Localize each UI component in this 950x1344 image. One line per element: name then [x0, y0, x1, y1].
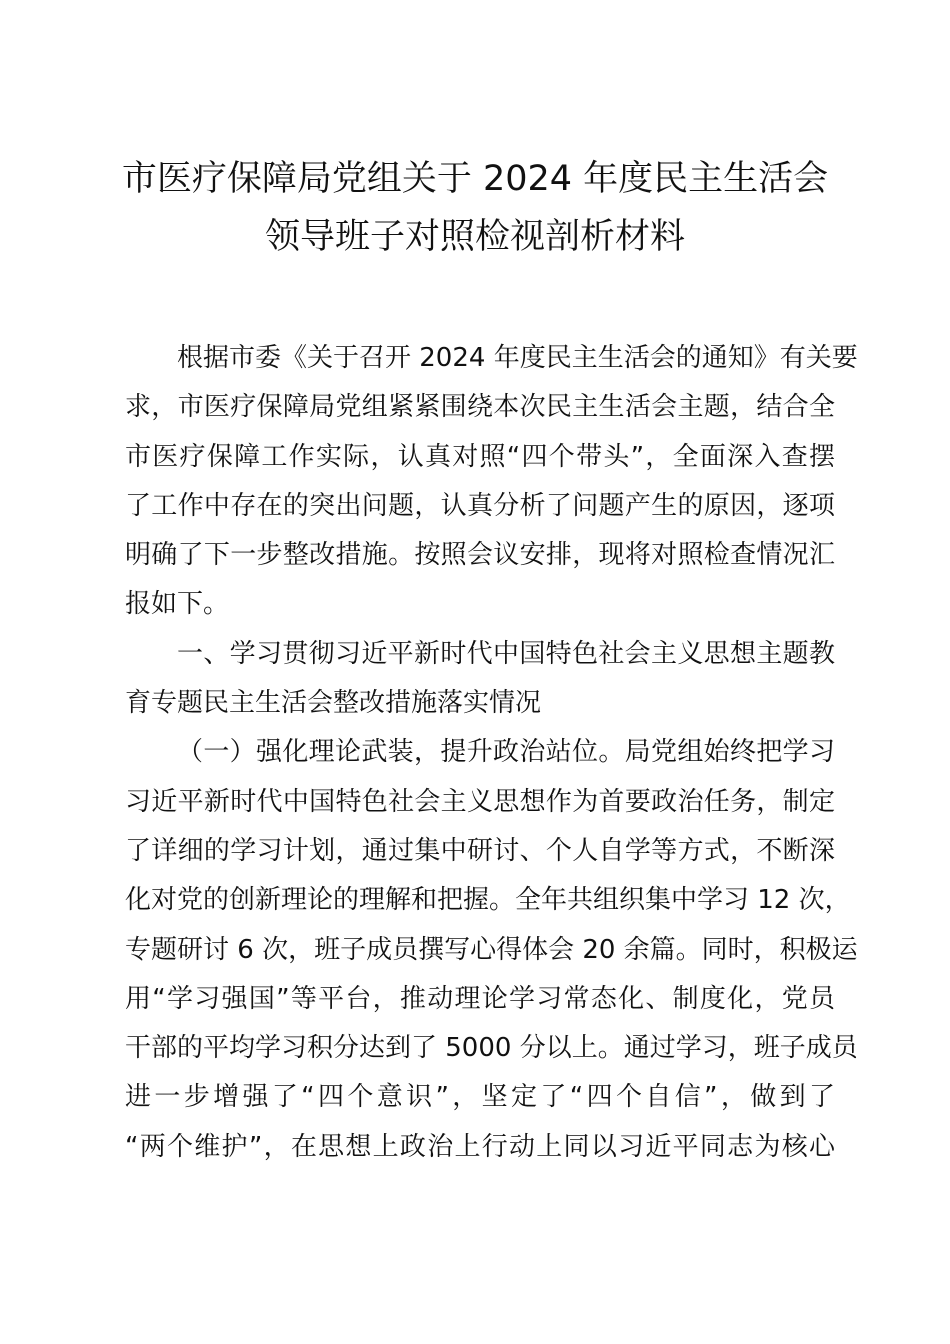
paragraph-intro-line: 求，市医疗保障局党组紧紧围绕本次民主生活会主题，结合全 — [125, 392, 835, 423]
paragraph-line: 专题研讨 6 次，班子成员撰写心得体会 20 余篇。同时，积极运 — [125, 934, 858, 965]
title-line-1: 市医疗保障局党组关于 2024 年度民主生活会 — [121, 159, 829, 199]
paragraph-line: （一）强化理论武装，提升政治站位。局党组始终把学习 — [177, 737, 835, 768]
paragraph-line: 了详细的学习计划，通过集中研讨、个人自学等方式，不断深 — [125, 835, 835, 866]
paragraph-line: 化对党的创新理论的理解和把握。全年共组织集中学习 12 次， — [125, 885, 851, 916]
document-body — [125, 334, 858, 1172]
paragraph-intro-line: 明确了下一步整改措施。按照会议安排，现将对照检查情况汇 — [125, 540, 835, 571]
paragraph-line: 进一步增强了“四个意识”，坚定了“四个自信”，做到了 — [125, 1082, 835, 1113]
section-heading-line: 一、学习贯彻习近平新时代中国特色社会主义思想主题教 — [177, 638, 835, 669]
paragraph-line: 用“学习强国”等平台，推动理论学习常态化、制度化，党员 — [125, 983, 835, 1014]
paragraph-line: 干部的平均学习积分达到了 5000 分以上。通过学习，班子成员 — [125, 1033, 858, 1064]
paragraph-line: 习近平新时代中国特色社会主义思想作为首要政治任务，制定 — [125, 786, 835, 817]
paragraph-intro-line: 报如下。 — [125, 589, 230, 620]
section-heading-line: 育专题民主生活会整改措施落实情况 — [125, 688, 542, 719]
paragraph-line: “两个维护”，在思想上政治上行动上同以习近平同志为核心 — [125, 1131, 835, 1162]
paragraph-intro-line: 根据市委《关于召开 2024 年度民主生活会的通知》有关要 — [177, 343, 858, 373]
paragraph-intro-line: 了工作中存在的突出问题，认真分析了问题产生的原因，逐项 — [125, 490, 835, 521]
title-line-2: 领导班子对照检视剖析材料 — [264, 217, 685, 257]
document-title — [0, 150, 950, 266]
paragraph-intro-line: 市医疗保障工作实际，认真对照“四个带头”，全面深入查摆 — [125, 441, 835, 472]
